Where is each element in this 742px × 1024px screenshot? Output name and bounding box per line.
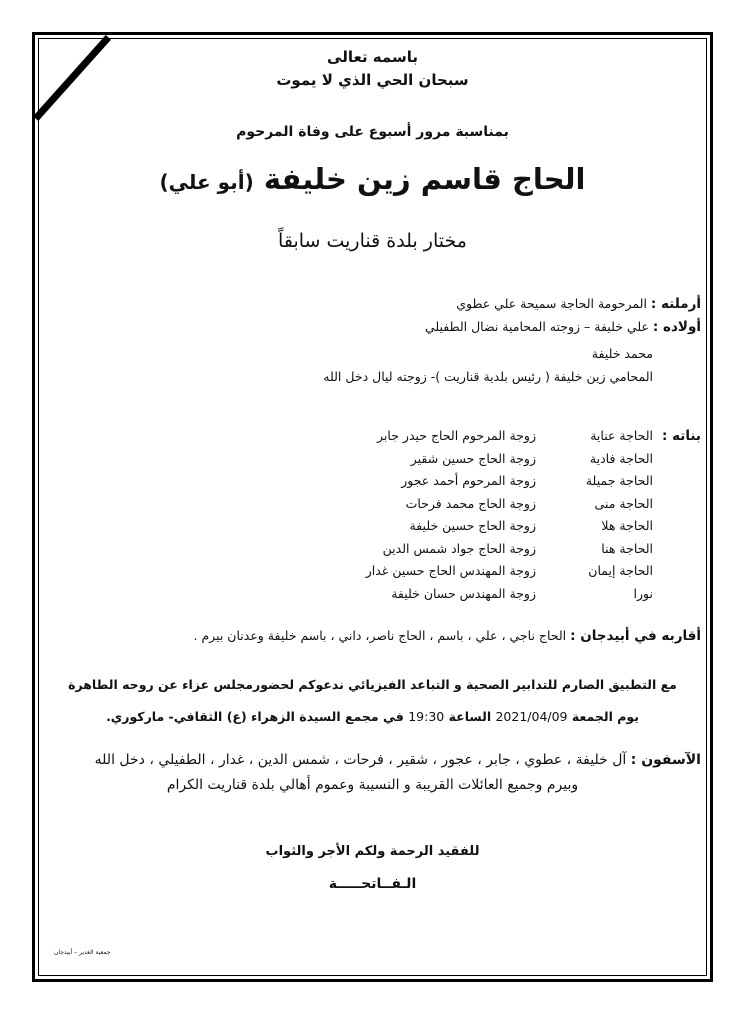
daughter-husband: زوجة المهندس الحاج حسين غدار bbox=[365, 563, 536, 578]
daughter-name: الحاجة عناية bbox=[590, 428, 653, 443]
daughter-row bbox=[293, 563, 653, 586]
deceased-name: الحاج قاسم زين خليفة bbox=[263, 162, 586, 196]
widow-value: المرحومة الحاجة سميحة علي عطوي bbox=[456, 296, 647, 311]
daughter-name: الحاجة منى bbox=[594, 495, 653, 511]
mourners-line-1: آل خليفة ، عطوي ، جابر ، عجور ، شقير ، فرحات ، شمس الدين ، غدار ، الطفيلي ، دخل الله bbox=[94, 752, 627, 768]
relatives-value: الحاج ناجي ، علي ، باسم ، الحاج ناصر، داني ، باسم خليفة وعدنان بيرم . bbox=[193, 628, 567, 643]
occasion-line: بمناسبة مرور أسبوع على وفاة المرحوم bbox=[236, 124, 509, 140]
daughter-row bbox=[293, 428, 653, 451]
daughter-row bbox=[293, 496, 653, 519]
widow-row bbox=[456, 296, 701, 312]
closing-line-1: للفقيد الرحمة ولكم الأجر والثواب bbox=[265, 844, 480, 859]
daughter-row bbox=[293, 586, 653, 609]
notice-line-2 bbox=[44, 709, 701, 724]
daughter-row bbox=[293, 518, 653, 541]
daughter-name: الحاجة إيمان bbox=[588, 563, 653, 578]
deceased-title: مختار بلدة قناريت سابقاً bbox=[278, 230, 467, 252]
relatives-label: أقاربه في أبيدجان : bbox=[570, 628, 701, 644]
daughter-husband: زوجة المرحوم الحاج حيدر جابر bbox=[377, 428, 536, 443]
notice-time-label: الساعة bbox=[448, 709, 492, 724]
son-line-3: المحامي زين خليفة ( رئيس بلدية قناريت )- زوجته ليال دخل الله bbox=[323, 369, 653, 384]
son-line-1: علي خليفة – زوجته المحامية نضال الطفيلي bbox=[424, 319, 649, 334]
deceased-name-line bbox=[44, 162, 701, 196]
notice-day: يوم الجمعة bbox=[571, 709, 639, 724]
sons-label: أولاده : bbox=[652, 319, 701, 335]
daughter-row bbox=[293, 451, 653, 474]
daughter-name: الحاجة هلا bbox=[601, 518, 653, 533]
header-line-2: سبحان الحي الذي لا يموت bbox=[276, 71, 469, 89]
notice-line-1: مع التطبيق الصارم للتدابير الصحية و التباعد الفيزيائي ندعوكم لحضورمجلس عزاء عن روحه الطاهرة bbox=[68, 677, 677, 692]
deceased-kunya: (أبو علي) bbox=[159, 170, 254, 194]
obituary-page bbox=[44, 44, 701, 970]
mourners-label: الآسفون : bbox=[630, 752, 701, 768]
notice-place: في مجمع السيدة الزهراء (ع) الثقافي- ماركوري. bbox=[106, 709, 404, 724]
signature: جمعية الغدير – أبيدجان bbox=[54, 949, 111, 956]
notice-date: 2021/04/09 bbox=[495, 709, 568, 724]
daughter-husband: زوجة المرحوم أحمد عجور bbox=[401, 473, 536, 488]
daughter-husband: زوجة الحاج حسين خليفة bbox=[409, 518, 536, 533]
mourners-row bbox=[95, 752, 701, 768]
daughter-husband: زوجة المهندس حسان خليفة bbox=[391, 585, 536, 601]
daughters-label: بناته : bbox=[661, 428, 701, 444]
sons-row bbox=[425, 319, 701, 335]
son-line-2: محمد خليفة bbox=[591, 346, 653, 361]
daughter-row bbox=[293, 473, 653, 496]
daughter-name: الحاجة جميلة bbox=[585, 473, 653, 488]
daughters-list bbox=[293, 428, 653, 608]
daughter-name: نورا bbox=[633, 585, 653, 601]
daughter-husband: زوجة الحاج حسين شقير bbox=[410, 450, 536, 466]
notice-time: 19:30 bbox=[408, 709, 445, 724]
header-line-1: باسمه تعالى bbox=[327, 48, 418, 66]
widow-label: أرملته : bbox=[650, 296, 701, 312]
daughter-husband: زوجة الحاج جواد شمس الدين bbox=[382, 540, 536, 556]
mourners-line-2: وبيرم وجميع العائلات القريبة و النسيبة وعموم أهالي بلدة قناريت الكرام bbox=[166, 777, 579, 793]
daughter-name: الحاجة فادية bbox=[589, 450, 653, 466]
relatives-row bbox=[194, 628, 702, 644]
daughter-name: الحاجة هنا bbox=[601, 540, 653, 556]
daughter-husband: زوجة الحاج محمد فرحات bbox=[405, 495, 536, 511]
daughter-row bbox=[293, 541, 653, 564]
closing-line-2: الـفــاتحـــــة bbox=[328, 876, 417, 892]
